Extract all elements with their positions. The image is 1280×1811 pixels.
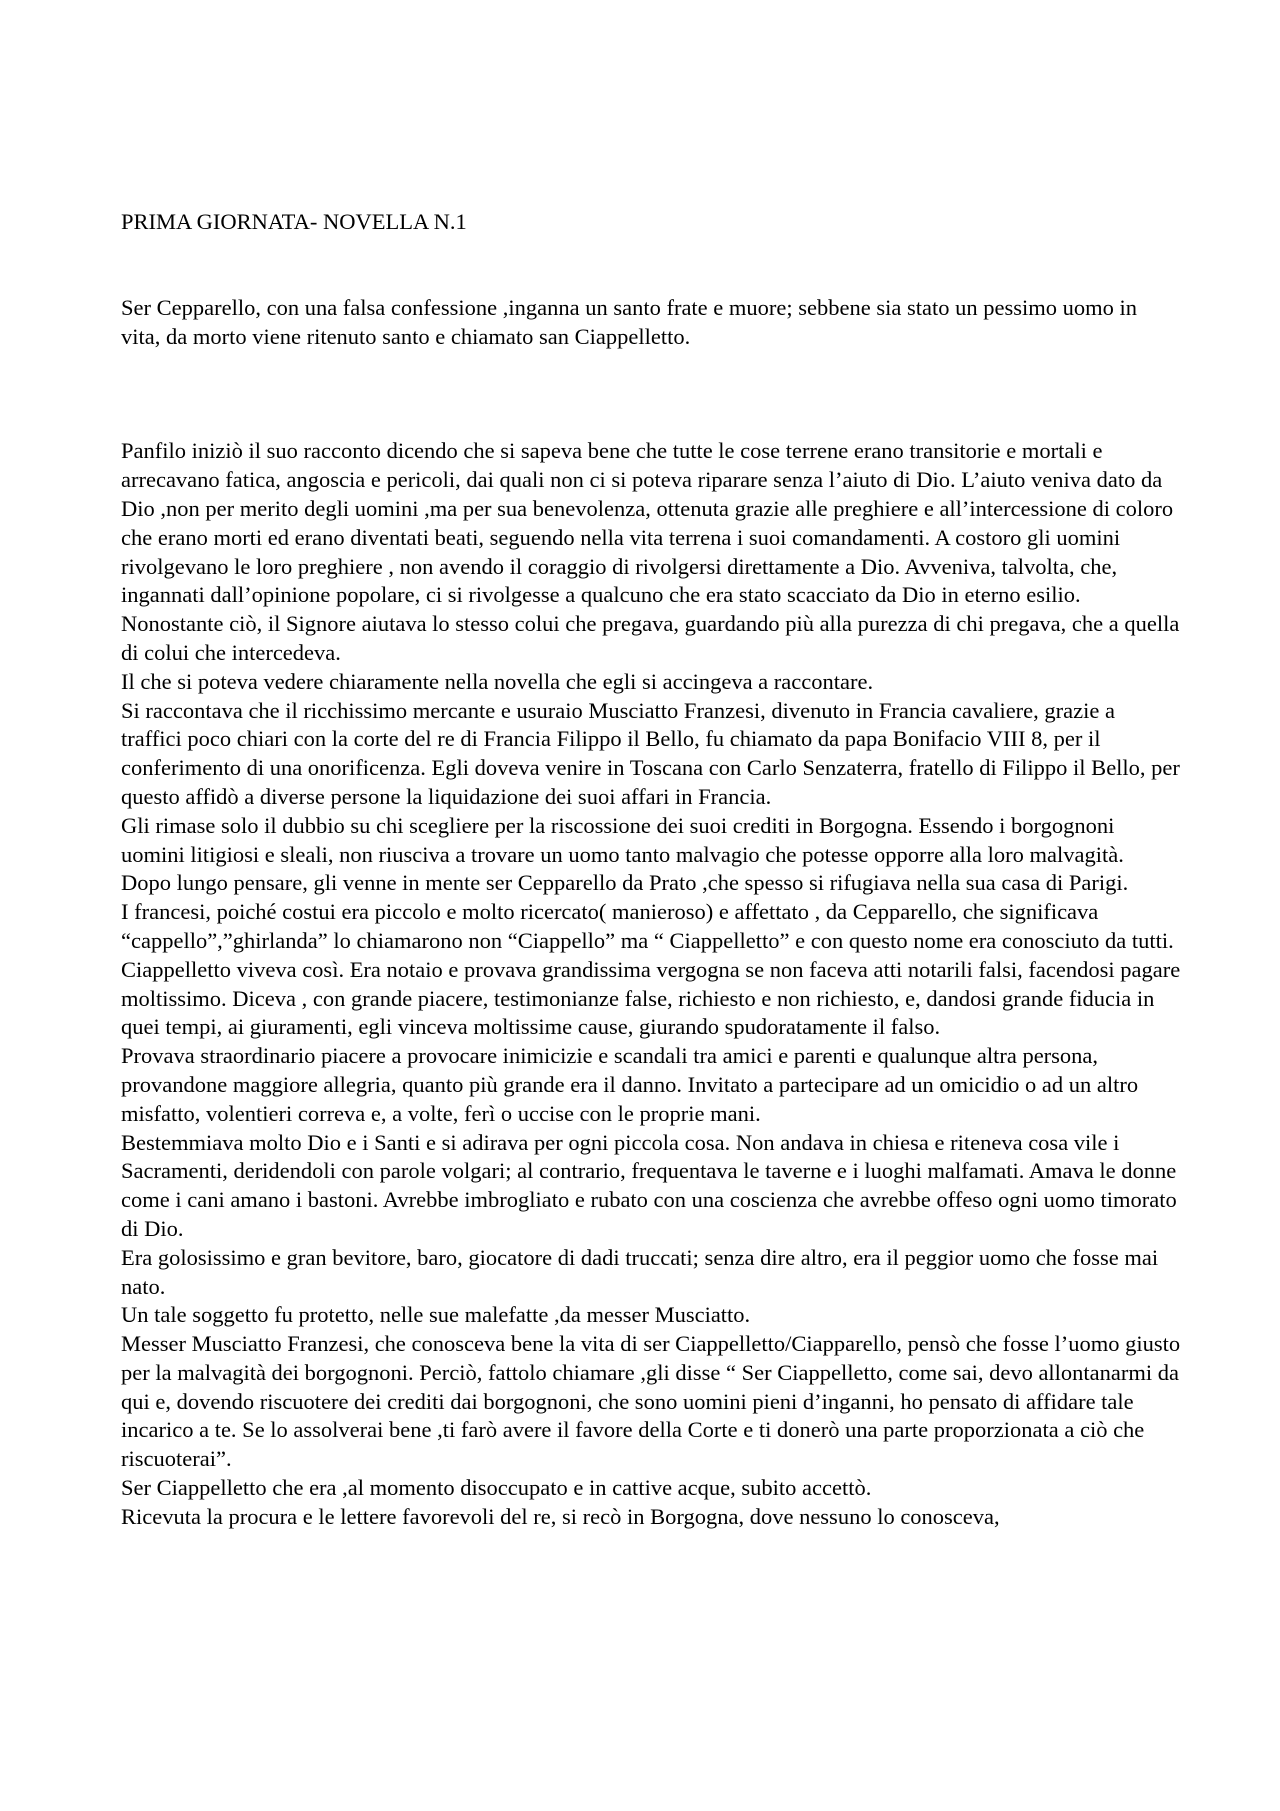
paragraph: Il che si poteva vedere chiaramente nella novella che egli si accingeva a raccontare. [121,668,874,694]
paragraph: Un tale soggetto fu protetto, nelle sue malefatte ,da messer Musciatto. [121,1302,751,1328]
paragraph: Ricevuta la procura e le lettere favorevoli del re, si recò in Borgogna, dove nessuno lo conosceva, [121,1503,1000,1529]
paragraph: I francesi, poiché costui era piccolo e molto ricercato( manieroso) e affettato , da Cepparello, che significava “cappello”,”ghirlanda” lo chiamarono non “Ciappello” ma “ Ciappelletto” e con questo nome era conosciuto da tutti. [121,899,1174,953]
novella-summary: Ser Cepparello, con una falsa confessione ,inganna un santo frate e muore; sebbene sia stato un pessimo uomo in vita, da morto viene ritenuto santo e chiamato san Ciappelletto. [121,294,1137,349]
paragraph: Gli rimase solo il dubbio su chi scegliere per la riscossione dei suoi crediti in Borgogna. Essendo i borgognoni uomini litigiosi e sleali, non riusciva a trovare un uomo tanto malvagio che potesse opporre alla loro malvagità. [121,812,1124,867]
document-body [121,437,1181,1531]
paragraph: Ciappelletto viveva così. Era notaio e provava grandissima vergogna se non faceva atti notarili falsi, facendosi pagare moltissimo. Diceva , con grande piacere, testimonianze false, richiesto e non richiesto, e, dandosi grande fiducia in quei tempi, ai giuramenti, egli vinceva moltissime cause, giurando spudoratamente il falso. [121,956,1181,1040]
paragraph: Panfilo iniziò il suo racconto dicendo che si sapeva bene che tutte le cose terrene erano transitorie e mortali e arrecavano fatica, angoscia e pericoli, dai quali non ci si poteva riparare senza l’aiuto di Dio. L’aiuto veniva dato da Dio ,non per merito degli uomini ,ma per sua benevolenza, ottenuta grazie alle preghiere e all’intercessione di coloro che erano morti ed erano diventati beati, seguendo nella vita terrena i suoi comandamenti. A costoro gli uomini rivolgevano le loro preghiere , non avendo il coraggio di rivolgersi direttamente a Dio. Avveniva, talvolta, che, ingannati dall’opinione popolare, ci si rivolgesse a qualcuno che era stato scacciato da Dio in eterno esilio. Nonostante ciò, il Signore aiutava lo stesso colui che pregava, guardando più alla purezza di chi pregava, che a quella di colui che intercedeva. [121,438,1180,665]
document-title: PRIMA GIORNATA- NOVELLA N.1 [121,209,467,234]
paragraph: Si raccontava che il ricchissimo mercante e usuraio Musciatto Franzesi, divenuto in Francia cavaliere, grazie a traffici poco chiari con la corte del re di Francia Filippo il Bello, fu chiamato da papa Bonifacio VIII 8, per il conferimento di una onorificenza. Egli doveva venire in Toscana con Carlo Senzaterra, fratello di Filippo il Bello, per questo affidò a diverse persone la liquidazione dei suoi affari in Francia. [121,697,1180,809]
document-page [121,208,1181,1532]
paragraph: Bestemmiava molto Dio e i Santi e si adirava per ogni piccola cosa. Non andava in chiesa e riteneva cosa vile i Sacramenti, deridendoli con parole volgari; al contrario, frequentava le taverne e i luoghi malfamati. Amava le donne come i cani amano i bastoni. Avrebbe imbrogliato e rubato con una coscienza che avrebbe offeso ogni uomo timorato di Dio. [121,1129,1177,1241]
paragraph: Provava straordinario piacere a provocare inimicizie e scandali tra amici e parenti e qualunque altra persona, provandone maggiore allegria, quanto più grande era il danno. Invitato a partecipare ad un omicidio o ad un altro misfatto, volentieri correva e, a volte, ferì o uccise con le proprie mani. [121,1043,1139,1126]
paragraph: Dopo lungo pensare, gli venne in mente ser Cepparello da Prato ,che spesso si rifugiava nella sua casa di Parigi. [121,870,1129,896]
paragraph: Era golosissimo e gran bevitore, baro, giocatore di dadi truccati; senza dire altro, era il peggior uomo che fosse mai nato. [121,1244,1159,1299]
paragraph: Ser Ciappelletto che era ,al momento disoccupato e in cattive acque, subito accettò. [121,1475,872,1501]
paragraph: Messer Musciatto Franzesi, che conosceva bene la vita di ser Ciappelletto/Ciapparello, pensò che fosse l’uomo giusto per la malvagità dei borgognoni. Perciò, fattolo chiamare ,gli disse “ Ser Ciappelletto, come sai, devo allontanarmi da qui e, dovendo riscuotere dei crediti dai borgognoni, che sono uomini pieni d’inganni, ho pensato di affidare tale incarico a te. Se lo assolverai bene ,ti farò avere il favore della Corte e ti donerò una parte proporzionata a ciò che riscuoterai”. [121,1331,1181,1472]
